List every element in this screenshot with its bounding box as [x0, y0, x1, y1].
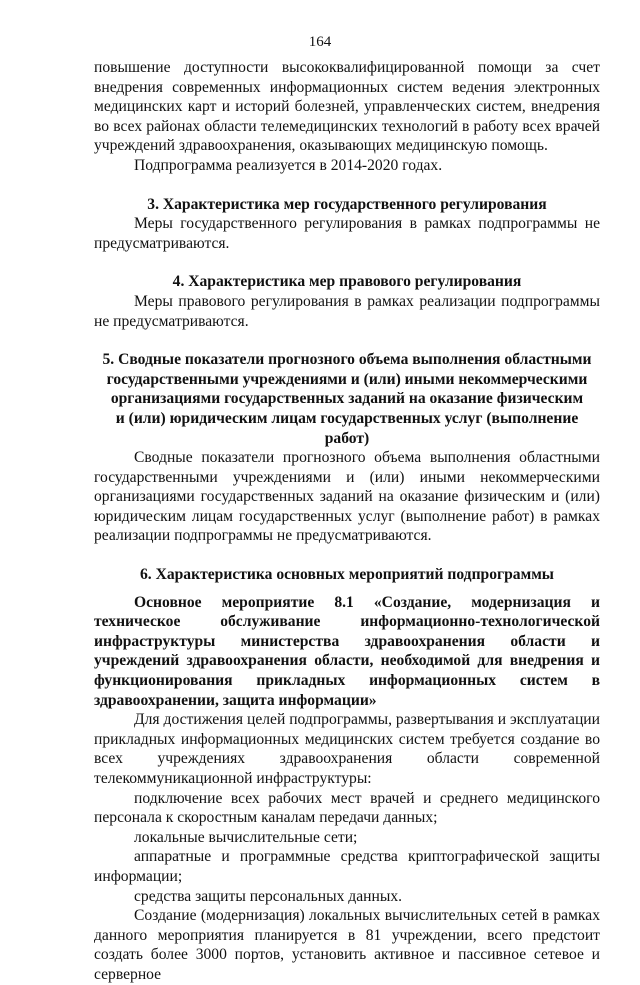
section-5-heading-line: 5. Сводные показатели прогнозного объема выполнения областными	[102, 351, 592, 369]
page-number: 164	[308, 34, 332, 50]
section-5-heading	[94, 350, 600, 448]
section-5-heading-line: и (или) юридическим лицам государственных услуг (выполнение работ)	[115, 409, 579, 447]
paragraph-years: Подпрограмма реализуется в 2014-2020 годах.	[134, 156, 443, 174]
section-6-paragraph-2: Создание (модернизация) локальных вычислительных сетей в рамках данного мероприятия планируется в 81 учреждении, всего предстоит создать более 3000 портов, установить активное и пассивное сетевое и серверное	[94, 907, 600, 983]
section-3-text: Меры государственного регулирования в рамках подпрограммы не предусматриваются.	[94, 215, 600, 252]
section-5-text: Сводные показатели прогнозного объема выполнения областными государственными учреждениями и (или) иными некоммерческими организациями государственных заданий на оказание физическим и (или) юридическим лицам государственных услуг (выполнение работ) в рамках реализации подпрограммы не предусматриваются.	[94, 449, 600, 545]
section-4-text: Меры правового регулирования в рамках реализации подпрограммы не предусматриваются.	[94, 292, 600, 330]
section-5-heading-line: организациями государственных заданий на оказание физическим	[110, 390, 584, 408]
section-4-heading: 4. Характеристика мер правового регулирования	[172, 273, 522, 291]
list-item: подключение всех рабочих мест врачей и среднего медицинского персонала к скоростным каналам передачи данных;	[94, 789, 600, 827]
section-5-heading-line: государственными учреждениями и (или) иными некоммерческими	[106, 370, 588, 388]
paragraph-intro: повышение доступности высококвалифицированной помощи за счет внедрения современных информационных систем ведения электронных медицинских карт и историй болезней, управленческих систем, внедрения во всех районах области телемедицинских технологий в работу всех врачей учреждений здравоохранения, оказывающих медицинскую помощь.	[94, 59, 600, 155]
section-6-paragraph-1: Для достижения целей подпрограммы, развертывания и эксплуатации прикладных информационных медицинских систем требуется создание во всех учреждениях здравоохранения области современной телекоммуникационной инфраструктуры:	[94, 711, 600, 787]
list-item: средства защиты персональных данных.	[134, 887, 403, 905]
section-3-heading: 3. Характеристика мер государственного регулирования	[147, 195, 547, 213]
list-item: локальные вычислительные сети;	[134, 828, 358, 846]
list-item: аппаратные и программные средства криптографической защиты информации;	[94, 848, 600, 885]
page-content	[94, 58, 600, 985]
main-measure-title: Основное мероприятие 8.1 «Создание, модернизация и техническое обслуживание информационно-технологической инфраструктуры министерства здравоохранения области и учреждений здравоохранения области, необходимой для внедрения и функционирования прикладных информационных систем в здравоохранении, защита информации»	[94, 593, 600, 709]
section-6-heading: 6. Характеристика основных мероприятий подпрограммы	[139, 566, 554, 584]
